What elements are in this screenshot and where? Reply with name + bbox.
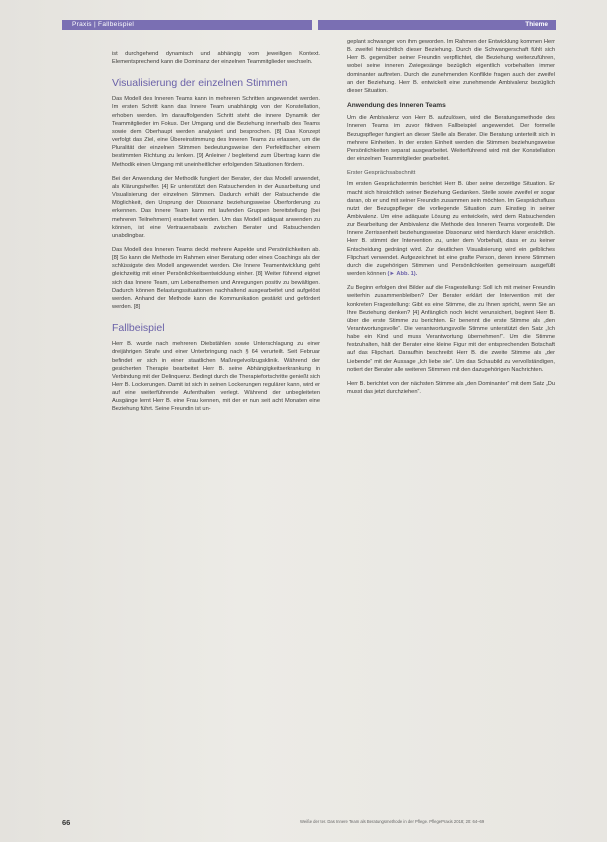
section-heading-fallbeispiel: Fallbeispiel [112,322,165,335]
citation-footer: Weiße der ter. Das Innere Team als Beratungsmethode in der Pflege. PflegePraxis 2018; 20: 64–69 [300,819,485,824]
section-header-tab: Praxis | Fallbeispiel [62,20,312,30]
body-paragraph: Herr B. wurde nach mehreren Diebstählen sowie Unterschlagung zu einer dreijährigen Strafe und einer Unterbringung nach § 64 verurteilt. Seit Februar befindet er sich in einer staatlichen Maßregelvollzugsklinik. Während der gesicherten Therapie bearbeitet Herr B. seine Abhängigkeitserkrankung in Verbindung mit der Delinquenz. Bedingt durch die Therapiefortschritte genießt sich Herr B. Lockerungen. Damit ist sich in seinen Lockerungen regulärer kann, wird er auf eine weiterführende Aufenthalten verlegt. Während der unbegleiteten Ausgänge lernt Herr B. eine Frau kennen, mit der er nun seit acht Monaten eine Beziehung führt. Seine Freundin ist un- [112,341,320,413]
body-paragraph: Das Modell des Inneren Teams kann in mehreren Schritten angewendet werden. Im ersten Schritt kann das Innere Team unabhängig von der Konstellation, erhoben werden. Im darauffolgenden Schritt steht die innere Dynamik der Teammitglieder im Fokus. Der Umgang und die Beziehung innerhalb des Teams sowie dem Oberhaupt werden analysiert und besprochen. [8] Das Konzept verfolgt das Ziel, eine Übereinstimmung des Inneren Teams zu erlassen, um die Pluralität der einzelnen Stimmen bedeutungsweise den Perfektfischer einem bestimmten Richtung zu lenken. [9] Anleiner / begleitend zum Übertrag kann die Methodik einen Umgang mit uneinheitlicher erfolgenden Situationen fördern. [112,96,320,168]
body-paragraph: Herr B. berichtet von der nächsten Stimme als „den Dominanter“ mit dem Satz „Du musst das jetzt durchziehen“. [347,380,555,396]
publisher-logo: Thieme [318,20,556,30]
page-number: 66 [62,818,71,827]
minor-heading-gespraechsabschnitt: Erster Gesprächsabschnitt [347,170,416,177]
section-heading-visualisierung: Visualisierung der einzelnen Stimmen [112,77,288,90]
right-column [347,38,555,402]
body-paragraph: Zu Beginn erfolgen drei Bilder auf die Fragestellung: Soll ich mit meiner Freundin weiterhin zusammenbleiben? Der Berater erklärt der Intervention mit der konkreten Fragestellung: Gibt es eine Stimme, die zu Ihnen spricht, wenn Sie an Ihre Beziehung denken? [4] Anfänglich noch leicht verunsichert, beginnt Herr B. über die erste Stimme zu berichten. Er benennt die erste Stimme als „den Verantwortungsvolle“. Die verantwortungsvolle Stimme unterstützt den Satz „Ich habe ein Kind und muss Verantwortung übernehmen!“. Um die Stimme festzuhalten, hält der Berater eine kleine Figur mit der entsprechenden Botschaft auf das Flipchart. Daraufhin beschreibt Herr B. die zweite Stimme als „der Liebende“ mit der Aussage „Ich liebe sie“. Um das Schaubild zu vervollständigen, notiert der Berater alle weiteren Stimmen mit den dazugehörigen Nachrichten. [347,285,555,373]
body-text: Im ersten Gesprächstermin berichtet Herr B. über seine derzeitige Situation. Er macht sich hinsichtlich seiner Beziehung Gedanken. Stelle sowie zweifel er sogar daran, ob er und mit seiner Freundin zusammen sein möchten. Im Gesprächsfluss nutzt der Bezugspfleger die vorliegende Situation zum Einstieg in seiner Ambivalenz. Um eine adäquate Lösung zu entwickeln, wird dem Ratsuchenden zur Bearbeitung der Ambivalenz die Methode des Inneren Teams vorgestellt. Die Innere Zerrissenheit beziehungsweise Dissonanz wird hierdurch klarer ersichtlich. Herr B. stimmt der Intervention zu, unter dem Vorbehalt, dass er zu keiner Entscheidung gedrängt wird. Zur deutlichen Visualisierung wird ein gelbliches Flipchart verwendet. Aufgezeichnet ist eine grafte Person, deren innere Stimmen durch die zugehörigen Stimmen und Persönlichkeiten gemeinsam ausgefüllt werden können [347,181,555,278]
body-paragraph: geplant schwanger von ihm geworden. Im Rahmen der Entwicklung kommen Herr B. zweifel hinsichtlich dieser Beziehung. Durch die Schwangerschaft fühlt sich Herr B. gegenüber seiner Freundin verpflichtet, die Beziehung weiterzuführen, wobei seine inneren Zwiegesänge bezüglich eigentlich vorbehalten immer dominanter auftreten. Durch die zunehmenden Konflikte fragen auch der zweifel an der Beziehung. Herr B. entwickelt eine zunehmende Ambivalenz bezüglich dieser Situation. [347,39,555,94]
figure-reference-link[interactable]: (► Abb. 1). [387,271,418,278]
intro-paragraph: ist durchgehend dynamisch und abhängig vom jeweiligen Kontext. Elementsprechend kann die Dominanz der einzelnen Teammitglieder wechseln. [112,51,320,66]
body-paragraph: Um die Ambivalenz von Herr B. aufzulösen, wird die Beratungsmethode des Inneren Teams im zuvor fiktiven Fallbeispiel angewendet. Der formelle Bezugspfleger fungiert an dieser Stelle als Berater. Die Beratung unterteilt sich in mehrere Einheiten. In der ersten Einheit werden die Stimmen beziehungsweise Persönlichkeiten separat ausgearbeitet. Weiterführend wird mit der Konstellation der einzelnen Teammitglieder gearbeitet. [347,115,555,163]
body-paragraph: Das Modell des Inneren Teams deckt mehrere Aspekte und Persönlichkeiten ab. [8] So kann die Methode im Rahmen einer Beratung oder eines Coachings als der schlüssigste des Modell angewendet werden. Die Innere Teamentwicklung geht gleichzeitig mit einer Persönlichkeitsentwicklung einher. [8] Weiter führend eignet sich das Innere Team, um Lebensthemen und Anregungen positiv zu bewältigen. Dadurch können Belastungssituationen nachhaltend ausgearbeitet und aufgelöst werden. Anhand der Methode kann die Kommunikation gestärkt und gefördert werden. [8] [112,246,320,311]
subheading-anwendung: Anwendung des Inneren Teams [347,102,446,110]
left-column [112,50,320,420]
body-paragraph: Bei der Anwendung der Methodik fungiert der Berater, der das Modell anwendet, als Klärungshelfer. [4] Er unterstützt den Ratsuchenden in der Ausarbeitung und Visualisierung der einzelnen Stimmen. Dadurch erhält der Ratsuchende die Möglichkeit, den Ursprung der Dissonanz beziehungsweise Überforderung zu erkennen. Das Innere Team kann mit laufenden Gruppen bereitstellung (bei mehreren Teilnehmern) erarbeitet werden. Um das Modell adäquat anwenden zu können, ist eine Vertrauensbasis zwischen Berater und Ratsuchenden unabdingbar. [112,175,320,239]
body-paragraph [347,180,555,278]
